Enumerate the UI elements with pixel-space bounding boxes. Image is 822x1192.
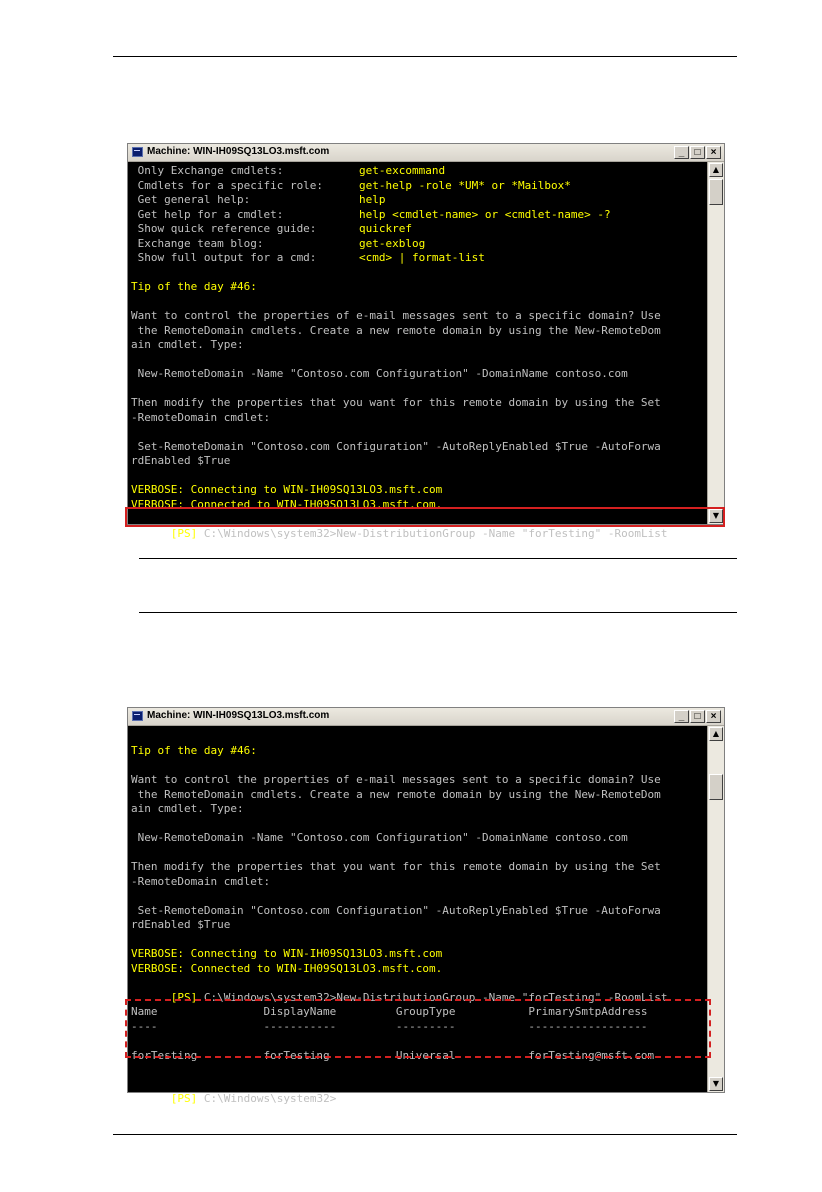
title-bar[interactable] [128, 144, 724, 162]
tip-line: the RemoteDomain cmdlets. Create a new remote domain by using the New-RemoteDom [131, 323, 661, 337]
help-command: get-help -role *UM* or *Mailbox* [359, 178, 571, 192]
console-icon [132, 147, 143, 157]
powershell-window-1 [127, 143, 725, 540]
prompt-command: C:\Windows\system32>New-DistributionGroup -Name "forTesting" -RoomList [197, 526, 668, 540]
help-label: Exchange team blog: [131, 236, 264, 250]
scroll-down-button[interactable]: ▼ [709, 1077, 723, 1091]
minimize-button[interactable]: _ [674, 146, 689, 159]
table-rule: ---- ----------- --------- ------------------ [131, 1019, 648, 1033]
tip-line: Set-RemoteDomain "Contoso.com Configuration" -AutoReplyEnabled $True -AutoForwa [131, 439, 661, 453]
verbose-connected: VERBOSE: Connected to WIN-IH09SQ13LO3.msft.com. [131, 961, 443, 975]
ps-prefix: [PS] [170, 990, 198, 1004]
help-command: get-exblog [359, 236, 426, 250]
ps-prefix: [PS] [170, 1092, 198, 1105]
close-button[interactable]: × [706, 146, 721, 159]
scroll-up-button[interactable]: ▲ [709, 727, 723, 741]
tip-line: New-RemoteDomain -Name "Contoso.com Configuration" -DomainName contoso.com [131, 831, 628, 844]
tip-line: -RemoteDomain cmdlet: [131, 874, 271, 888]
final-prompt[interactable] [131, 1078, 336, 1122]
maximize-button[interactable]: □ [690, 710, 705, 723]
tip-title: Tip of the day #46: [131, 744, 257, 757]
tip-line: Then modify the properties that you want for this remote domain by using the Set [131, 860, 661, 873]
scroll-down-button[interactable]: ▼ [709, 509, 723, 523]
verbose-connecting: VERBOSE: Connecting to WIN-IH09SQ13LO3.msft.com [131, 947, 443, 960]
help-command: help [359, 193, 386, 206]
help-command: help <cmdlet-name> or <cmdlet-name> -? [359, 207, 611, 221]
help-label: Show quick reference guide: [131, 222, 317, 235]
table-row: forTesting forTesting Universal forTesting@msft.com [131, 1048, 655, 1062]
tip-line: rdEnabled $True [131, 454, 231, 467]
minimize-button[interactable]: _ [674, 710, 689, 723]
help-label: Show full output for a cmd: [131, 251, 317, 264]
help-command: get-excommand [359, 164, 446, 177]
help-command: quickref [359, 222, 412, 235]
footer-rule [113, 1134, 737, 1135]
help-command: <cmd> | format-list [359, 251, 485, 264]
command-highlight-box [125, 507, 725, 527]
console-icon [132, 711, 143, 721]
note-top-rule [139, 558, 737, 559]
tip-line: New-RemoteDomain -Name "Contoso.com Configuration" -DomainName contoso.com [131, 367, 628, 380]
help-label: Only Exchange cmdlets: [131, 164, 284, 177]
tip-line: Then modify the properties that you want for this remote domain by using the Set [131, 396, 661, 409]
header-rule [113, 56, 737, 57]
prompt-command: C:\Windows\system32>New-DistributionGroup -Name "forTesting" -RoomList [197, 990, 668, 1004]
maximize-button[interactable]: □ [690, 146, 705, 159]
window-title: Machine: WIN-IH09SQ13LO3.msft.com [147, 146, 330, 157]
scroll-thumb[interactable] [709, 179, 723, 205]
verbose-connected: VERBOSE: Connected to WIN-IH09SQ13LO3.msft.com. [131, 497, 443, 511]
close-button[interactable]: × [706, 710, 721, 723]
help-label: Get help for a cmdlet: [131, 207, 284, 221]
tip-line: Want to control the properties of e-mail messages sent to a specific domain? Use [131, 773, 661, 786]
tip-title: Tip of the day #46: [131, 280, 257, 293]
help-label: Cmdlets for a specific role: [131, 178, 324, 192]
vertical-scrollbar[interactable] [707, 162, 724, 524]
title-bar[interactable] [128, 708, 724, 726]
tip-line: ain cmdlet. Type: [131, 802, 244, 815]
tip-line: rdEnabled $True [131, 918, 231, 931]
tip-line: Want to control the properties of e-mail messages sent to a specific domain? Use [131, 309, 661, 322]
note-bottom-rule [139, 612, 737, 613]
tip-line: -RemoteDomain cmdlet: [131, 410, 271, 424]
output-highlight-box [125, 999, 711, 1058]
tip-line: Set-RemoteDomain "Contoso.com Configuration" -AutoReplyEnabled $True -AutoForwa [131, 903, 661, 917]
prompt-path: C:\Windows\system32> [197, 1092, 337, 1105]
scroll-thumb[interactable] [709, 774, 723, 800]
scroll-up-button[interactable]: ▲ [709, 163, 723, 177]
verbose-connecting: VERBOSE: Connecting to WIN-IH09SQ13LO3.msft.com [131, 483, 443, 496]
window-title: Machine: WIN-IH09SQ13LO3.msft.com [147, 710, 330, 721]
ps-prefix: [PS] [170, 526, 198, 540]
help-label: Get general help: [131, 193, 251, 206]
console-output[interactable] [128, 162, 707, 540]
table-header: Name DisplayName GroupType PrimarySmtpAddress [131, 1005, 648, 1018]
tip-line: ain cmdlet. Type: [131, 338, 244, 351]
tip-line: the RemoteDomain cmdlets. Create a new remote domain by using the New-RemoteDom [131, 787, 661, 801]
